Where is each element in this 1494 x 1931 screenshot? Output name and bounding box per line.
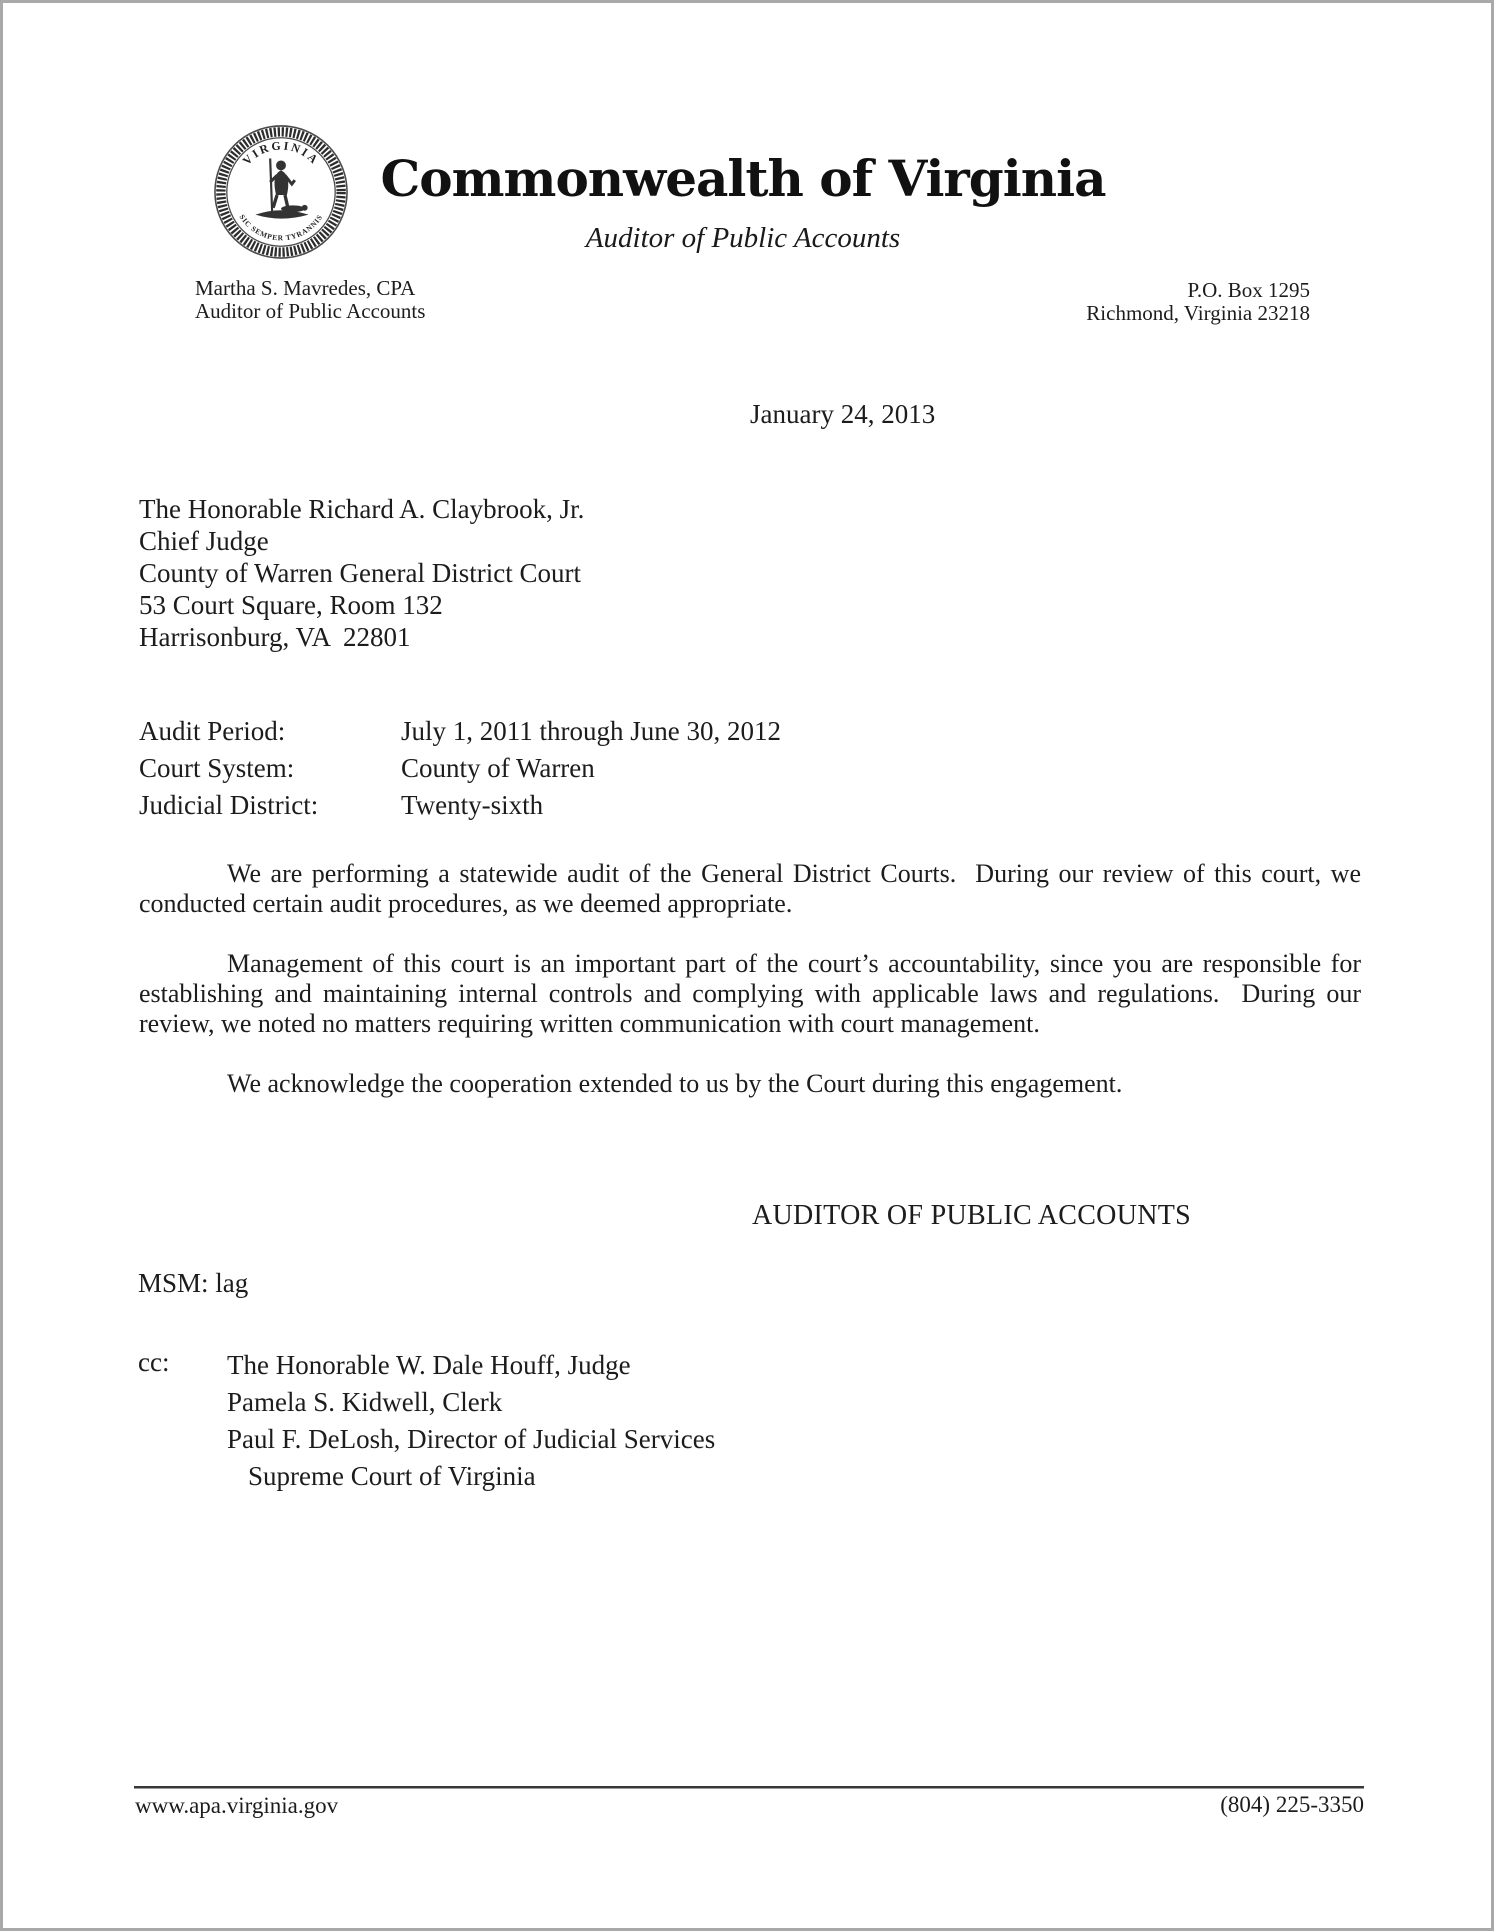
seal-top-text: VIRGINIA [239,138,323,168]
signature-line: AUDITOR OF PUBLIC ACCOUNTS [752,1200,1192,1231]
recipient-line: Chief Judge [139,526,269,556]
recipient-line: The Honorable Richard A. Claybrook, Jr. [139,494,585,524]
reference-line: MSM: lag [138,1268,249,1298]
cc-list [227,1347,715,1495]
audit-info-block [139,713,781,824]
audit-info-row [139,750,781,787]
body-paragraph: Management of this court is an important part of the court’s accountability, since you are responsible for establishing and maintaining internal controls and complying with applicable laws and regulations. During our review, we noted no matters requiring written communication with court management. [139,949,1368,1038]
cc-entry: Pamela S. Kidwell, Clerk [227,1387,503,1417]
po-box-line: P.O. Box 1295 [1187,278,1310,302]
date-line: January 24, 2013 [750,399,936,429]
audit-info-label: Audit Period: [139,716,286,746]
footer-website: www.apa.virginia.gov [135,1793,339,1818]
audit-info-row [139,713,781,750]
official-title: Auditor of Public Accounts [195,299,426,323]
body-paragraph: We acknowledge the cooperation extended to us by the Court during this engagement. [227,1069,1123,1098]
audit-info-value: July 1, 2011 through June 30, 2012 [401,716,781,746]
official-name: Martha S. Mavredes, CPA [195,276,416,300]
recipient-line: 53 Court Square, Room 132 [139,590,443,620]
cc-entry: Supreme Court of Virginia [248,1461,536,1491]
audit-info-row [139,787,781,824]
cc-entry: The Honorable W. Dale Houff, Judge [227,1350,631,1380]
audit-info-value: County of Warren [401,753,595,783]
letterhead-title: Commonwealth of Virginia [380,149,1106,208]
letter-body [139,859,1368,1099]
cc-label: cc: [138,1347,170,1377]
body-paragraph: We are performing a statewide audit of the General District Courts. During our review of this court, we conducted certain audit procedures, as we deemed appropriate. [139,859,1368,918]
virginia-state-seal-icon [212,123,350,261]
footer-rule [134,1786,1364,1789]
seal-bottom-text: SIC SEMPER TYRANNIS [237,212,325,243]
footer-phone: (804) 225-3350 [1220,1792,1364,1817]
letterhead-subtitle: Auditor of Public Accounts [585,222,901,254]
audit-info-value: Twenty-sixth [401,790,544,820]
virginia-seal-svg [212,123,350,261]
recipient-line: Harrisonburg, VA 22801 [139,622,411,652]
recipient-address-block [139,493,584,653]
audit-info-label: Judicial District: [139,790,319,820]
cc-entry: Paul F. DeLosh, Director of Judicial Services [227,1424,716,1454]
audit-info-label: Court System: [139,753,295,783]
city-state-zip-line: Richmond, Virginia 23218 [1086,301,1310,325]
recipient-line: County of Warren General District Court [139,558,581,588]
